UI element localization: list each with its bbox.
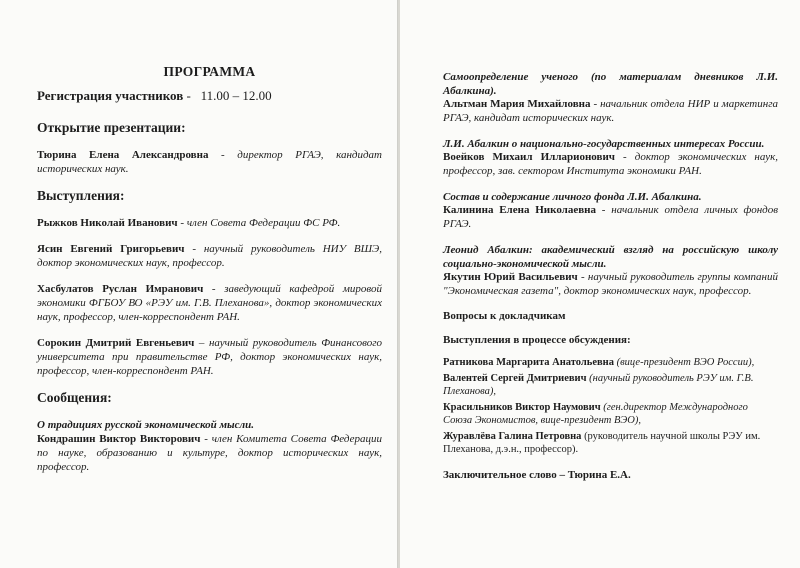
opening-heading: Открытие презентации: [37,120,186,135]
report-topic: Самоопределение ученого (по материалам дневников Л.И. Абалкина). [443,71,778,97]
participant-note: (руководитель научной школы РЭУ им. Плеханова, д.э.н., профессор). [443,430,761,455]
registration-time: 11.00 – 12.00 [200,88,272,103]
left-column [37,64,382,486]
report-entry [443,70,778,125]
talks-heading: Выступления: [37,188,125,203]
talk-entry [37,282,382,324]
discussion-item [443,401,778,428]
speaker-role: начальник отдела личных фондов РГАЭ. [443,204,778,230]
separator: - [577,271,588,283]
separator: - [184,243,204,255]
speaker-name: Сорокин Дмитрий Евгеньевич [37,337,195,349]
participant-name: Ратникова Маргарита Анатольевна [443,357,614,368]
speaker-role: доктор экономических наук, профессор, зав. сектором Института экономики РАН. [443,151,778,177]
message-entry [37,418,382,474]
speaker-name: Воейков Михаил Илларионович [443,151,615,163]
report-topic: Состав и содержание личного фонда Л.И. Абалкина. [443,191,702,203]
report-entry [443,243,778,298]
separator: - [200,433,212,445]
discussion-heading: Выступления в процессе обсуждения: [443,334,631,346]
separator: – [194,337,209,349]
closing-remarks: Заключительное слово – Тюрина Е.А. [443,468,631,481]
report-entry [443,137,778,178]
report-entry [443,190,778,231]
separator: - [208,149,238,161]
speaker-role: начальник отдела НИР и маркетинга РГАЭ, кандидат исторических наук. [443,98,778,124]
registration-line [37,88,382,104]
speaker-role: директор РГАЭ, кандидат исторических наук. [37,149,382,175]
participant-name: Валентей Сергей Дмитриевич [443,372,587,384]
talk-entry [37,216,382,230]
participant-role: (ген.директор Международного Союза Экономистов, вице-президент ВЭО), [443,401,748,426]
separator: - [590,98,601,110]
messages-heading: Сообщения: [37,390,112,405]
discussion-item [443,356,778,370]
speaker-name: Якутин Юрий Васильевич [443,271,578,283]
report-topic: Леонид Абалкин: академический взгляд на российскую школу социально-экономической мысли. [443,244,778,270]
speaker-role: научный руководитель Финансового университета при правительстве РФ, доктор экономических наук, профессор, член-корреспондент РАН. [37,337,382,377]
speaker-name: Хасбулатов Руслан Имранович [37,283,204,295]
separator: - [177,217,187,229]
participant-role: (научный руководитель РЭУ им. Г.В. Плеханова), [443,372,754,397]
participant-role: (вице-президент ВЭО России), [613,357,755,368]
speaker-role: научный руководитель группы компаний "Экономическая газета", доктор экономических наук, профессор. [443,271,779,297]
talk-entry [37,242,382,270]
speaker-name: Альтман Мария Михайловна [443,98,591,110]
registration-label: Регистрация участников [37,88,184,103]
discussion-item [443,372,778,399]
questions-heading: Вопросы к докладчикам [443,310,566,322]
discussion-item [443,430,778,457]
opening-entry [37,148,382,176]
speaker-role: член Комитета Совета Федерации по науке, образованию и культуре, доктор исторических наук, профессор. [37,433,382,473]
separator: - [203,283,225,295]
speaker-name: Кондрашин Виктор Викторович [37,433,201,445]
speaker-name: Ясин Евгений Григорьевич [37,243,185,255]
speaker-name: Рыжков Николай Иванович [37,217,178,229]
registration-separator: - [183,88,195,103]
speaker-name: Калинина Елена Николаевна [443,204,597,216]
separator: - [596,204,612,216]
message-topic: О традициях русской экономической мысли. [37,419,255,431]
speaker-name: Тюрина Елена Александровна [37,149,209,161]
participant-name: Красильников Виктор Наумович [443,401,601,413]
speaker-role: научный руководитель НИУ ВШЭ, доктор экономических наук, профессор. [37,243,382,269]
right-column [443,70,778,481]
talk-entry [37,336,382,378]
separator: - [615,151,635,163]
program-title: ПРОГРАММА [163,64,256,79]
participant-name: Журавлёва Галина Петровна [443,430,582,442]
speaker-role: член Совета Федерации ФС РФ. [186,217,341,229]
speaker-role: заведующий кафедрой мировой экономики ФГБОУ ВО «РЭУ им. Г.В. Плеханова», доктор экономических наук, профессор, член-корреспондент РАН. [37,283,382,323]
report-topic: Л.И. Абалкин о национально-государственных интересах России. [443,138,765,150]
